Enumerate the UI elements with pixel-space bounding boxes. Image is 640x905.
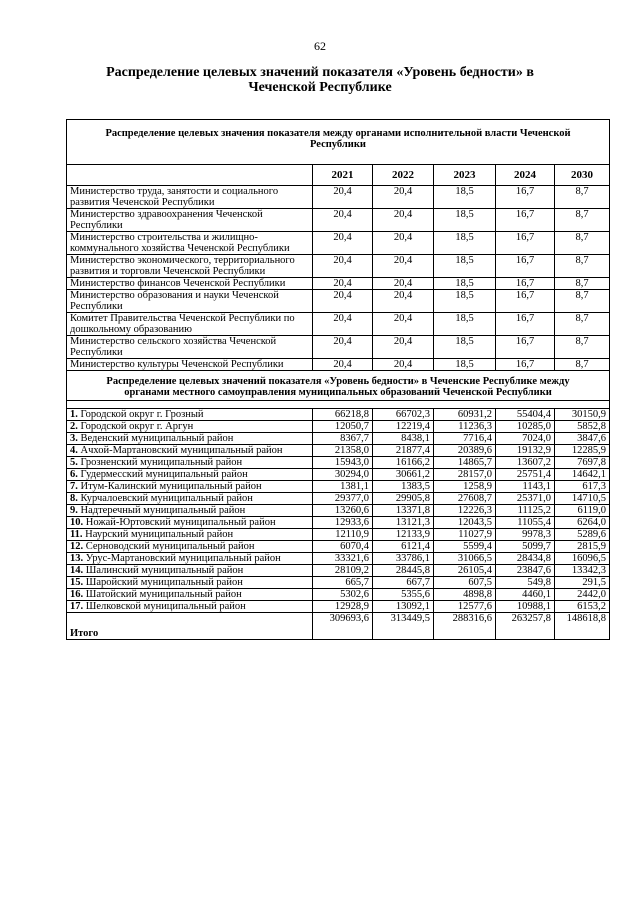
municipality-number: 17. xyxy=(70,601,84,612)
municipality-row xyxy=(67,421,610,433)
ministry-name: Министерство культуры Чеченской Республики xyxy=(67,359,313,371)
ministry-value: 20,4 xyxy=(313,278,373,290)
municipality-label: Надтеречный муниципальный район xyxy=(80,505,246,516)
municipality-value: 28445,8 xyxy=(373,565,434,577)
municipality-name xyxy=(67,589,313,601)
total-value: 288316,6 xyxy=(434,613,496,640)
spacer-cell xyxy=(67,401,610,409)
municipality-value: 29377,0 xyxy=(313,493,373,505)
municipality-row xyxy=(67,517,610,529)
municipality-row xyxy=(67,529,610,541)
municipality-value: 12110,9 xyxy=(313,529,373,541)
municipality-value: 291,5 xyxy=(555,577,610,589)
spacer-row xyxy=(67,401,610,409)
total-value: 313449,5 xyxy=(373,613,434,640)
municipality-value: 667,7 xyxy=(373,577,434,589)
ministry-value: 8,7 xyxy=(555,255,610,278)
municipality-value: 8438,1 xyxy=(373,433,434,445)
ministry-value: 16,7 xyxy=(496,336,555,359)
municipality-label: Серноводский муниципальный район xyxy=(85,541,255,552)
municipality-value: 617,3 xyxy=(555,481,610,493)
ministry-value: 20,4 xyxy=(373,359,434,371)
municipality-value: 25371,0 xyxy=(496,493,555,505)
municipality-label: Урус-Мартановский муниципальный район xyxy=(85,553,281,564)
municipality-value: 12226,3 xyxy=(434,505,496,517)
municipality-value: 29905,8 xyxy=(373,493,434,505)
municipality-value: 5099,7 xyxy=(496,541,555,553)
municipality-value: 1258,9 xyxy=(434,481,496,493)
municipality-value: 28157,0 xyxy=(434,469,496,481)
municipality-value: 11236,3 xyxy=(434,421,496,433)
municipality-value: 14865,7 xyxy=(434,457,496,469)
total-label: Итого xyxy=(67,613,313,640)
municipality-value: 12577,6 xyxy=(434,601,496,613)
municipality-value: 2442,0 xyxy=(555,589,610,601)
municipality-row xyxy=(67,589,610,601)
municipality-row xyxy=(67,505,610,517)
municipality-value: 25751,4 xyxy=(496,469,555,481)
total-value: 309693,6 xyxy=(313,613,373,640)
municipality-value: 33321,6 xyxy=(313,553,373,565)
municipality-number: 16. xyxy=(70,589,84,600)
municipality-name xyxy=(67,457,313,469)
total-row xyxy=(67,613,610,640)
municipality-value: 5302,6 xyxy=(313,589,373,601)
ministry-value: 18,5 xyxy=(434,255,496,278)
municipality-number: 10. xyxy=(70,517,84,528)
municipality-row xyxy=(67,481,610,493)
municipality-value: 13607,2 xyxy=(496,457,555,469)
ministry-value: 16,7 xyxy=(496,209,555,232)
municipality-value: 31066,5 xyxy=(434,553,496,565)
ministry-value: 20,4 xyxy=(313,232,373,255)
municipality-row xyxy=(67,433,610,445)
ministry-value: 20,4 xyxy=(373,278,434,290)
municipality-label: Наурский муниципальный район xyxy=(85,529,234,540)
municipality-row xyxy=(67,577,610,589)
municipality-value: 21358,0 xyxy=(313,445,373,457)
municipality-value: 7697,8 xyxy=(555,457,610,469)
municipality-value: 13260,6 xyxy=(313,505,373,517)
ministry-name: Министерство труда, занятости и социального развития Чеченской Республики xyxy=(67,186,313,209)
municipality-value: 5852,8 xyxy=(555,421,610,433)
municipality-label: Шалинский муниципальный район xyxy=(85,565,244,576)
ministry-value: 20,4 xyxy=(313,186,373,209)
municipality-name xyxy=(67,517,313,529)
total-value: 263257,8 xyxy=(496,613,555,640)
municipality-value: 11055,4 xyxy=(496,517,555,529)
municipality-name xyxy=(67,565,313,577)
municipality-label: Шелковской муниципальный район xyxy=(85,601,246,612)
municipality-value: 3847,6 xyxy=(555,433,610,445)
year-header: 2022 xyxy=(373,165,434,186)
ministry-row xyxy=(67,290,610,313)
municipality-value: 549,8 xyxy=(496,577,555,589)
document-title: Распределение целевых значений показателя «Уровень бедности» в Чеченской Республике xyxy=(106,65,534,95)
municipality-label: Грозненский муниципальный район xyxy=(80,457,243,468)
page-number: 62 xyxy=(314,39,326,53)
ministry-row xyxy=(67,278,610,290)
ministry-value: 20,4 xyxy=(373,209,434,232)
municipality-value: 12285,9 xyxy=(555,445,610,457)
municipality-name xyxy=(67,433,313,445)
ministry-row xyxy=(67,232,610,255)
municipality-value: 13092,1 xyxy=(373,601,434,613)
municipality-value: 10988,1 xyxy=(496,601,555,613)
municipality-number: 2. xyxy=(70,421,78,432)
municipality-name xyxy=(67,493,313,505)
ministry-value: 8,7 xyxy=(555,313,610,336)
ministry-value: 20,4 xyxy=(313,255,373,278)
ministry-value: 8,7 xyxy=(555,209,610,232)
ministry-row xyxy=(67,255,610,278)
municipality-value: 607,5 xyxy=(434,577,496,589)
municipality-name xyxy=(67,445,313,457)
municipality-number: 15. xyxy=(70,577,84,588)
municipality-value: 4898,8 xyxy=(434,589,496,601)
municipality-value: 27608,7 xyxy=(434,493,496,505)
ministry-value: 16,7 xyxy=(496,278,555,290)
municipality-value: 6119,0 xyxy=(555,505,610,517)
ministry-value: 20,4 xyxy=(373,336,434,359)
municipality-value: 13342,3 xyxy=(555,565,610,577)
municipality-value: 19132,9 xyxy=(496,445,555,457)
ministry-value: 20,4 xyxy=(313,313,373,336)
municipality-value: 9978,3 xyxy=(496,529,555,541)
municipality-name xyxy=(67,541,313,553)
municipality-row xyxy=(67,493,610,505)
municipality-value: 14642,1 xyxy=(555,469,610,481)
ministry-value: 16,7 xyxy=(496,255,555,278)
year-header-empty xyxy=(67,165,313,186)
ministry-value: 20,4 xyxy=(373,313,434,336)
municipality-value: 13121,3 xyxy=(373,517,434,529)
ministry-name: Министерство сельского хозяйства Чеченской Республики xyxy=(67,336,313,359)
municipality-label: Шаройский муниципальный район xyxy=(85,577,243,588)
municipality-label: Городской округ г. Грозный xyxy=(80,409,204,420)
municipality-number: 7. xyxy=(70,481,78,492)
municipality-value: 1143,1 xyxy=(496,481,555,493)
municipality-value: 6153,2 xyxy=(555,601,610,613)
municipality-value: 13371,8 xyxy=(373,505,434,517)
municipality-name xyxy=(67,421,313,433)
municipality-number: 13. xyxy=(70,553,84,564)
municipality-value: 28109,2 xyxy=(313,565,373,577)
municipality-value: 12050,7 xyxy=(313,421,373,433)
ministry-value: 8,7 xyxy=(555,278,610,290)
ministry-name: Министерство финансов Чеченской Республики xyxy=(67,278,313,290)
municipality-value: 665,7 xyxy=(313,577,373,589)
year-header: 2024 xyxy=(496,165,555,186)
ministry-value: 20,4 xyxy=(373,232,434,255)
municipality-row xyxy=(67,445,610,457)
municipality-value: 2815,9 xyxy=(555,541,610,553)
municipality-label: Шатойский муниципальный район xyxy=(85,589,242,600)
municipality-value: 21877,4 xyxy=(373,445,434,457)
ministry-name: Комитет Правительства Чеченской Республики по дошкольному образованию xyxy=(67,313,313,336)
municipality-row xyxy=(67,409,610,421)
ministry-value: 18,5 xyxy=(434,313,496,336)
ministry-row xyxy=(67,313,610,336)
ministry-value: 8,7 xyxy=(555,232,610,255)
municipality-label: Городской округ г. Аргун xyxy=(80,421,194,432)
municipality-value: 1383,5 xyxy=(373,481,434,493)
municipality-value: 55404,4 xyxy=(496,409,555,421)
municipality-value: 30661,2 xyxy=(373,469,434,481)
ministry-value: 16,7 xyxy=(496,359,555,371)
municipality-value: 5355,6 xyxy=(373,589,434,601)
ministry-value: 18,5 xyxy=(434,336,496,359)
municipality-number: 3. xyxy=(70,433,78,444)
ministry-name: Министерство образования и науки Чеченской Республики xyxy=(67,290,313,313)
municipality-value: 12219,4 xyxy=(373,421,434,433)
municipality-row xyxy=(67,553,610,565)
section1-title: Распределение целевых значения показателя между органами исполнительной власти Чеченской Республики xyxy=(67,120,610,165)
ministry-value: 20,4 xyxy=(313,209,373,232)
municipality-value: 5599,4 xyxy=(434,541,496,553)
municipality-value: 10285,0 xyxy=(496,421,555,433)
municipality-value: 30150,9 xyxy=(555,409,610,421)
municipality-name xyxy=(67,409,313,421)
municipality-number: 4. xyxy=(70,445,78,456)
municipality-number: 11. xyxy=(70,529,83,540)
ministry-value: 16,7 xyxy=(496,290,555,313)
municipality-number: 12. xyxy=(70,541,84,552)
municipality-name xyxy=(67,469,313,481)
municipality-value: 12133,9 xyxy=(373,529,434,541)
municipality-value: 1381,1 xyxy=(313,481,373,493)
municipality-value: 30294,0 xyxy=(313,469,373,481)
municipality-row xyxy=(67,469,610,481)
year-header: 2030 xyxy=(555,165,610,186)
municipality-number: 5. xyxy=(70,457,78,468)
municipality-name xyxy=(67,529,313,541)
municipality-row xyxy=(67,565,610,577)
municipality-row xyxy=(67,457,610,469)
municipality-label: Ачхой-Мартановский муниципальный район xyxy=(80,445,283,456)
ministry-row xyxy=(67,186,610,209)
municipality-label: Ножай-Юртовский муниципальный район xyxy=(85,517,276,528)
ministry-value: 18,5 xyxy=(434,232,496,255)
municipality-row xyxy=(67,541,610,553)
municipality-value: 6264,0 xyxy=(555,517,610,529)
ministry-value: 20,4 xyxy=(313,359,373,371)
municipality-value: 16166,2 xyxy=(373,457,434,469)
municipality-value: 66218,8 xyxy=(313,409,373,421)
municipality-value: 66702,3 xyxy=(373,409,434,421)
ministry-value: 8,7 xyxy=(555,336,610,359)
municipality-value: 14710,5 xyxy=(555,493,610,505)
municipality-label: Курчалоевский муниципальный район xyxy=(80,493,253,504)
municipality-name xyxy=(67,601,313,613)
year-header: 2021 xyxy=(313,165,373,186)
ministry-value: 18,5 xyxy=(434,290,496,313)
municipality-name xyxy=(67,577,313,589)
ministry-name: Министерство здравоохранения Чеченской Республики xyxy=(67,209,313,232)
municipality-row xyxy=(67,601,610,613)
municipality-name xyxy=(67,505,313,517)
section2-title: Распределение целевых значений показателя «Уровень бедности» в Чеченские Республике между органами местного самоуправления муниципальных образований Чеченской Республики xyxy=(67,371,610,401)
municipality-value: 28434,8 xyxy=(496,553,555,565)
ministry-value: 20,4 xyxy=(373,186,434,209)
municipality-number: 8. xyxy=(70,493,78,504)
ministry-row xyxy=(67,209,610,232)
municipality-number: 9. xyxy=(70,505,78,516)
ministry-value: 16,7 xyxy=(496,186,555,209)
municipality-value: 5289,6 xyxy=(555,529,610,541)
municipality-label: Веденский муниципальный район xyxy=(80,433,234,444)
section2-header-row xyxy=(67,371,610,401)
municipality-value: 6070,4 xyxy=(313,541,373,553)
municipality-label: Итум-Калинский муниципальный район xyxy=(80,481,262,492)
ministry-value: 18,5 xyxy=(434,278,496,290)
municipality-value: 33786,1 xyxy=(373,553,434,565)
municipality-value: 12933,6 xyxy=(313,517,373,529)
municipality-value: 60931,2 xyxy=(434,409,496,421)
section1-header-row xyxy=(67,120,610,165)
ministry-value: 20,4 xyxy=(373,290,434,313)
municipality-value: 4460,1 xyxy=(496,589,555,601)
ministry-value: 16,7 xyxy=(496,313,555,336)
municipality-value: 11027,9 xyxy=(434,529,496,541)
municipality-value: 8367,7 xyxy=(313,433,373,445)
ministry-value: 20,4 xyxy=(313,290,373,313)
municipality-value: 12043,5 xyxy=(434,517,496,529)
ministry-value: 20,4 xyxy=(313,336,373,359)
ministry-name: Министерство экономического, территориального развития и торговли Чеченской Республики xyxy=(67,255,313,278)
total-value: 148618,8 xyxy=(555,613,610,640)
ministry-value: 8,7 xyxy=(555,359,610,371)
municipality-value: 20389,6 xyxy=(434,445,496,457)
municipality-number: 6. xyxy=(70,469,78,480)
year-header: 2023 xyxy=(434,165,496,186)
municipality-value: 26105,4 xyxy=(434,565,496,577)
ministry-value: 16,7 xyxy=(496,232,555,255)
municipality-name xyxy=(67,553,313,565)
ministry-row xyxy=(67,359,610,371)
year-header-row xyxy=(67,165,610,186)
ministry-value: 20,4 xyxy=(373,255,434,278)
municipality-value: 15943,0 xyxy=(313,457,373,469)
municipality-value: 6121,4 xyxy=(373,541,434,553)
municipality-value: 16096,5 xyxy=(555,553,610,565)
ministry-value: 8,7 xyxy=(555,186,610,209)
ministry-row xyxy=(67,336,610,359)
municipality-number: 14. xyxy=(70,565,84,576)
ministry-name: Министерство строительства и жилищно-коммунального хозяйства Чеченской Республики xyxy=(67,232,313,255)
ministry-value: 18,5 xyxy=(434,359,496,371)
municipality-value: 12928,9 xyxy=(313,601,373,613)
poverty-distribution-table xyxy=(66,119,610,640)
ministry-value: 8,7 xyxy=(555,290,610,313)
municipality-number: 1. xyxy=(70,409,78,420)
municipality-name xyxy=(67,481,313,493)
municipality-value: 11125,2 xyxy=(496,505,555,517)
municipality-label: Гудермесский муниципальный район xyxy=(80,469,248,480)
municipality-value: 23847,6 xyxy=(496,565,555,577)
municipality-value: 7716,4 xyxy=(434,433,496,445)
municipality-value: 7024,0 xyxy=(496,433,555,445)
ministry-value: 18,5 xyxy=(434,186,496,209)
ministry-value: 18,5 xyxy=(434,209,496,232)
